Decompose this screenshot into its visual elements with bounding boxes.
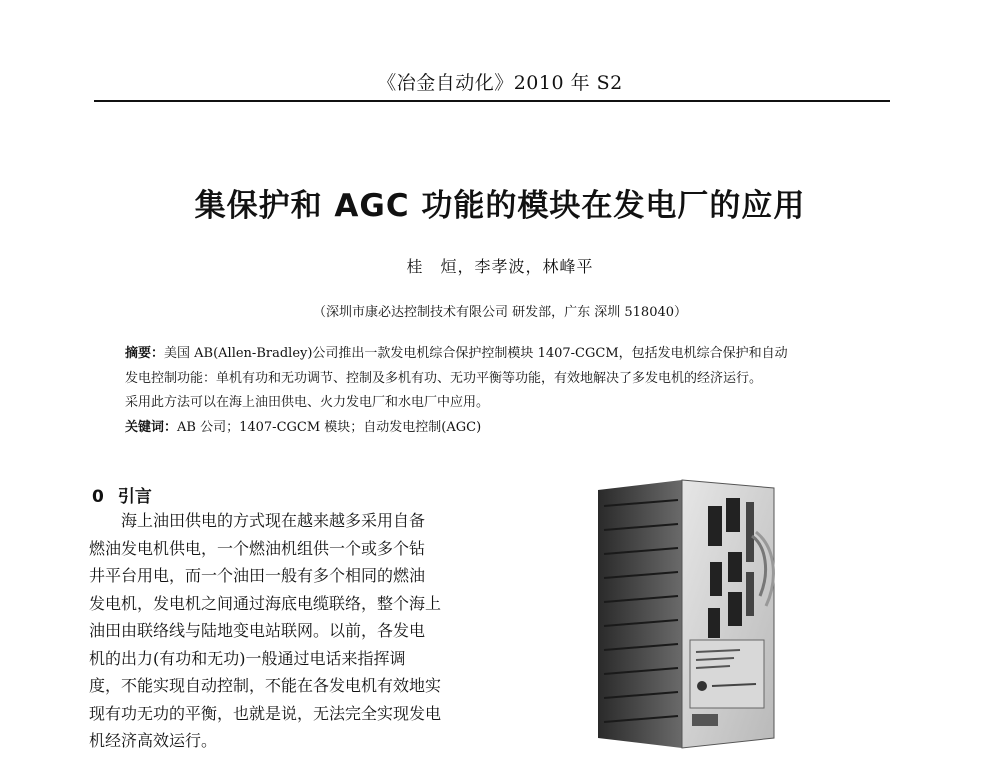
- module-photo: [590, 476, 850, 756]
- section-title: 引言: [117, 487, 152, 507]
- keywords-line: [125, 416, 860, 441]
- body-line: 井平台用电，而一个油田一般有多个相同的燃油: [89, 566, 426, 585]
- section-heading: [92, 482, 152, 507]
- body-line: 现有功无功的平衡，也就是说，无法完全实现发电: [89, 703, 442, 723]
- header-rule: [94, 100, 890, 102]
- abstract: [125, 342, 860, 440]
- abstract-line: [125, 342, 860, 367]
- body-line: 度，不能实现自动控制，不能在各发电机有效地实: [89, 676, 442, 695]
- body-line: 海上油田供电的方式现在越来越多采用自备: [89, 511, 426, 530]
- body-line: 油田由联络线与陆地变电站联网。以前，各发电: [89, 621, 426, 640]
- abstract-line: 发电控制功能：单机有功和无功调节、控制及多机有功、无功平衡等功能，有效地解决了多发电机的经济运行。: [125, 370, 763, 386]
- abstract-label: 摘要：: [125, 346, 165, 361]
- abstract-text: 美国 AB(Allen-Bradley)公司推出一款发电机综合保护控制模块 1407-CGCM，包括发电机综合保护和自动: [164, 346, 788, 361]
- abstract-line: 采用此方法可以在海上油田供电、火力发电厂和水电厂中应用。: [125, 395, 490, 410]
- keywords-label: 关键词：: [125, 419, 178, 435]
- section-body: [89, 507, 481, 755]
- paper-title: 集保护和 AGC 功能的模块在发电厂的应用: [194, 188, 806, 224]
- section-number: 0: [92, 487, 104, 507]
- authors: 桂 烜，李孝波，林峰平: [406, 257, 594, 276]
- journal-header: 《冶金自动化》2010 年 S2: [377, 72, 623, 94]
- keywords-text: AB 公司；1407-CGCM 模块；自动发电控制(AGC): [177, 419, 482, 435]
- body-line: 燃油发电机供电，一个燃油机组供一个或多个钻: [89, 538, 426, 558]
- affiliation: （深圳市康必达控制技术有限公司 研发部，广东 深圳 518040）: [312, 305, 688, 320]
- body-line: 机的出力(有功和无功)一般通过电话来指挥调: [89, 648, 406, 668]
- body-line: 发电机，发电机之间通过海底电缆联络，整个海上: [89, 593, 442, 613]
- body-line: 机经济高效运行。: [89, 731, 218, 750]
